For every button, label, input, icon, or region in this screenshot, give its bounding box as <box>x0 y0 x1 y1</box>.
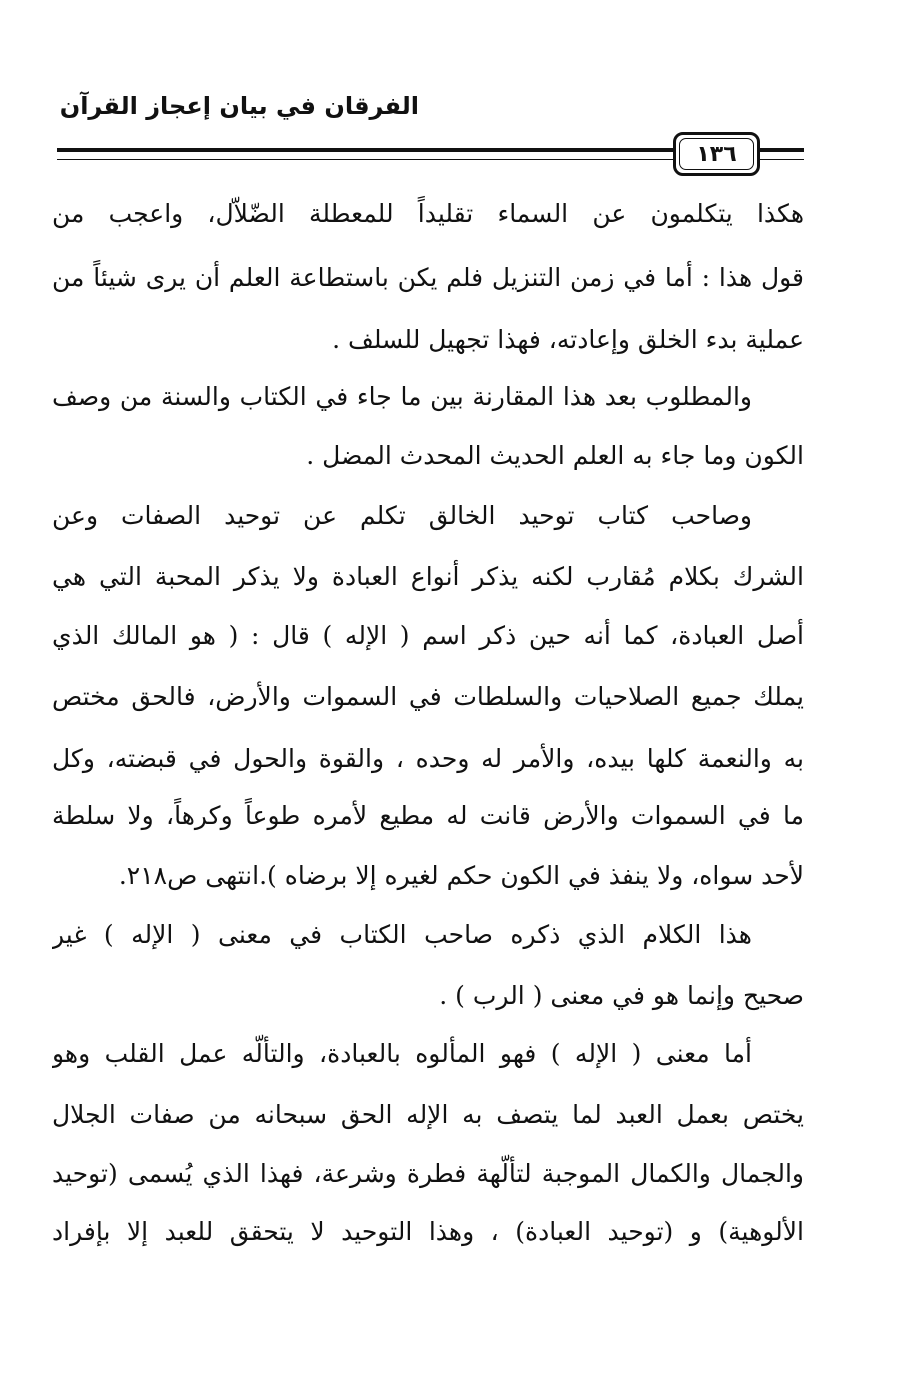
text-line-2: قول هذا : أما في زمن التنزيل فلم يكن باستطاعة العلم أن يرى شيئاً من <box>52 263 804 292</box>
text-line-8: أصل العبادة، كما أنه حين ذكر اسم ( الإله ) قال : ( هو المالك الذي <box>52 621 804 650</box>
text-line-5: الكون وما جاء به العلم الحديث المحدث المضل . <box>306 441 804 470</box>
text-line-3: عملية بدء الخلق وإعادته، فهذا تجهيل للسلف . <box>332 325 804 354</box>
text-line-15: أما معنى ( الإله ) فهو المألوه بالعبادة، والتألّه عمل القلب وهو <box>52 1039 752 1068</box>
header-rule-thin <box>57 159 674 160</box>
text-line-1: هكذا يتكلمون عن السماء تقليداً للمعطلة الضّلاّل، واعجب من <box>52 199 804 228</box>
header-rule-thin-right <box>760 159 804 160</box>
text-line-4: والمطلوب بعد هذا المقارنة بين ما جاء في الكتاب والسنة من وصف <box>52 382 752 411</box>
text-line-9: يملك جميع الصلاحيات والسلطات في السموات والأرض، فالحق مختص <box>52 682 804 711</box>
text-line-10: به والنعمة كلها بيده، والأمر له وحده ، والقوة والحول في قبضته، وكل <box>52 744 804 773</box>
text-line-12: لأحد سواه، ولا ينفذ في الكون حكم لغيره إلا برضاه ).انتهى ص٢١٨. <box>118 861 804 890</box>
text-line-17: والجمال والكمال الموجبة لتألّهة فطرة وشرعة، فهذا الذي يُسمى (توحيد <box>52 1159 804 1188</box>
text-line-14: صحيح وإنما هو في معنى ( الرب ) . <box>439 981 804 1010</box>
text-line-18: الألوهية) و (توحيد العبادة) ، وهذا التوحيد لا يتحقق للعبد إلا بإفراد <box>52 1217 804 1246</box>
text-line-16: يختص بعمل العبد لما يتصف به الإله الحق سبحانه من صفات الجلال <box>52 1100 804 1129</box>
header-rule-thick <box>57 148 674 152</box>
book-title: الفرقان في بيان إعجاز القرآن <box>59 92 419 120</box>
text-line-6: وصاحب كتاب توحيد الخالق تكلم عن توحيد الصفات وعن <box>52 501 752 530</box>
text-line-11: ما في السموات والأرض قانت له مطيع لأمره طوعاً وكرهاً، ولا سلطة <box>52 801 804 830</box>
page-number: ١٣٦ <box>673 132 760 176</box>
text-line-13: هذا الكلام الذي ذكره صاحب الكتاب في معنى ( الإله ) غير <box>52 920 752 949</box>
text-line-7: الشرك بكلام مُقارب لكنه يذكر أنواع العبادة ولا يذكر المحبة التي هي <box>52 562 804 591</box>
header-rule-thick-right <box>760 148 804 152</box>
